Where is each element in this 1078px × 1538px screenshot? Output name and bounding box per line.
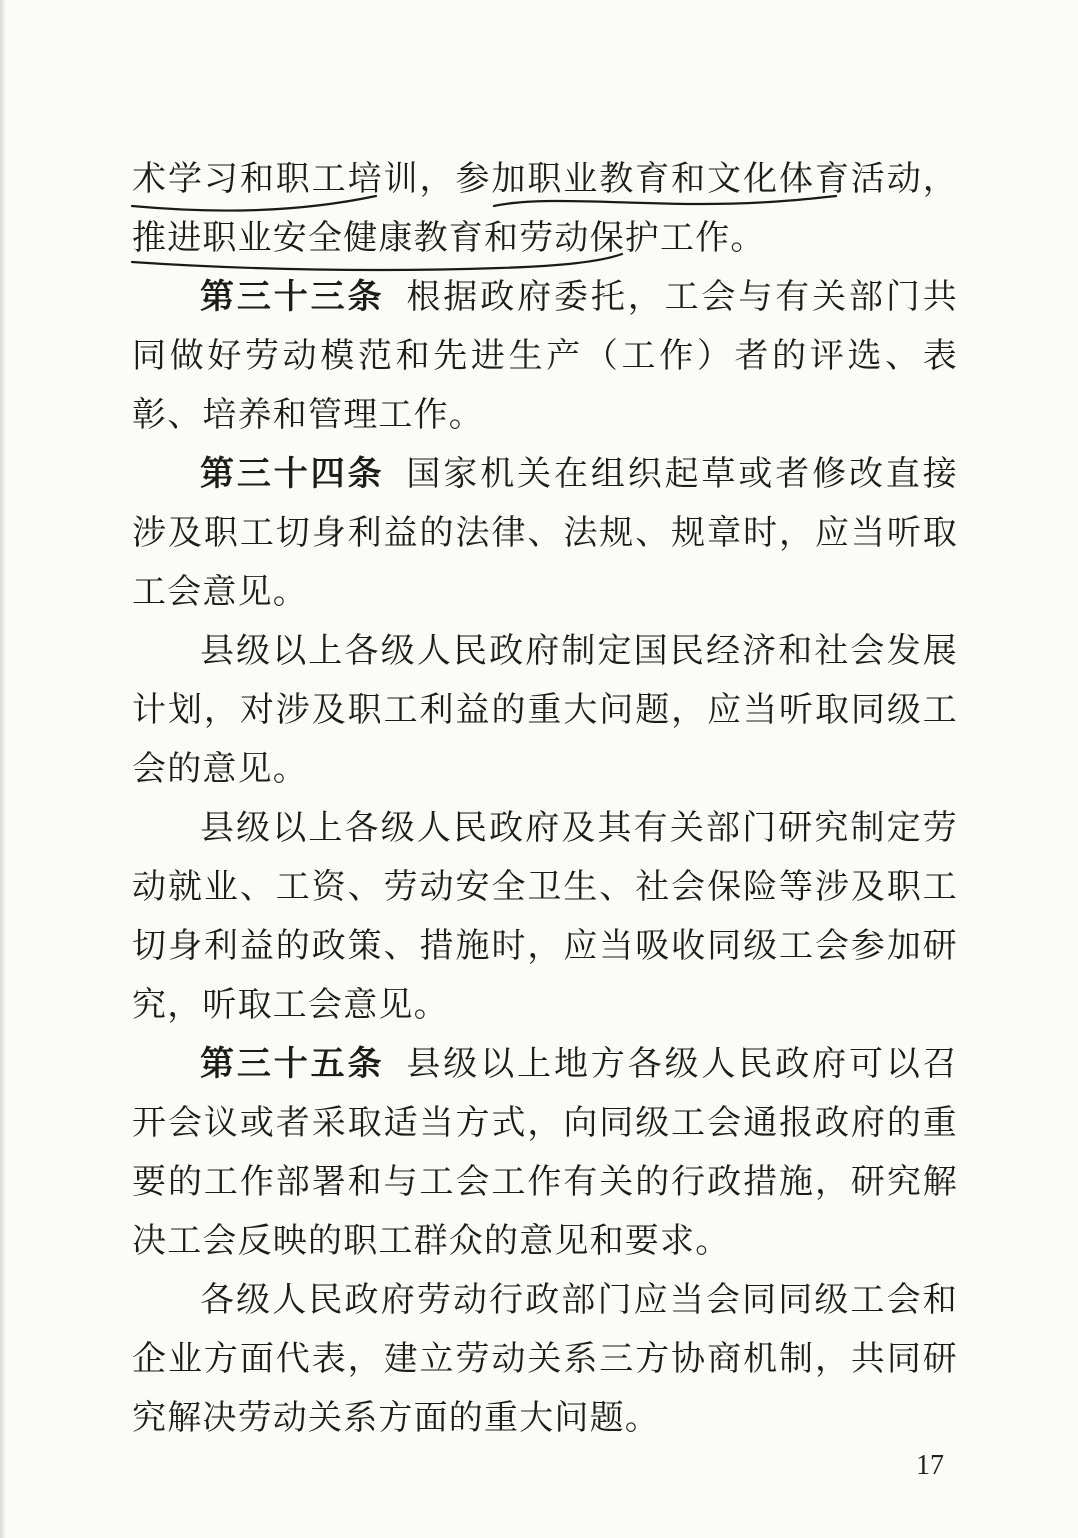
article-35-text: 县级以上地方各级人民政府可以召开会议或者采取适当方式，向同级工会通报政府的重要的工作部署和与工会工作有关的行政措施，研究解决工会反映的职工群众的意见和要求。 bbox=[132, 1044, 958, 1261]
article-34-heading: 第三十四条 bbox=[200, 454, 385, 494]
article-34-paragraph-2-text: 县级以上各级人民政府制定国民经济和社会发展计划，对涉及职工利益的重大问题，应当听取同级工会的意见。 bbox=[132, 631, 958, 789]
article-34-paragraph-3-text: 县级以上各级人民政府及其有关部门研究制定劳动就业、工资、劳动安全卫生、社会保险等涉及职工切身利益的政策、措施时，应当吸收同级工会参加研究，听取工会意见。 bbox=[132, 808, 958, 1025]
article-34-text: 国家机关在组织起草或者修改直接涉及职工切身利益的法律、法规、规章时，应当听取工会意见。 bbox=[132, 454, 958, 612]
article-34 bbox=[132, 445, 958, 622]
article-35-heading: 第三十五条 bbox=[200, 1044, 385, 1084]
paragraph-1 bbox=[132, 150, 958, 268]
article-34-paragraph-2 bbox=[132, 622, 958, 799]
article-35-paragraph-2 bbox=[132, 1271, 958, 1448]
article-33-text: 根据政府委托，工会与有关部门共同做好劳动模范和先进生产（工作）者的评选、表彰、培养和管理工作。 bbox=[132, 277, 958, 435]
article-35 bbox=[132, 1035, 958, 1271]
page-number: 17 bbox=[916, 1450, 944, 1481]
page-edge-shadow bbox=[0, 0, 6, 1538]
article-33-heading: 第三十三条 bbox=[200, 277, 385, 317]
article-35-paragraph-2-text: 各级人民政府劳动行政部门应当会同同级工会和企业方面代表，建立劳动关系三方协商机制，共同研究解决劳动关系方面的重大问题。 bbox=[132, 1280, 958, 1438]
article-34-paragraph-3 bbox=[132, 799, 958, 1035]
body-text bbox=[132, 150, 958, 1448]
article-33 bbox=[132, 268, 958, 445]
paragraph-1-text: 术学习和职工培训，参加职业教育和文化体育活动，推进职业安全健康教育和劳动保护工作。 bbox=[132, 159, 958, 258]
